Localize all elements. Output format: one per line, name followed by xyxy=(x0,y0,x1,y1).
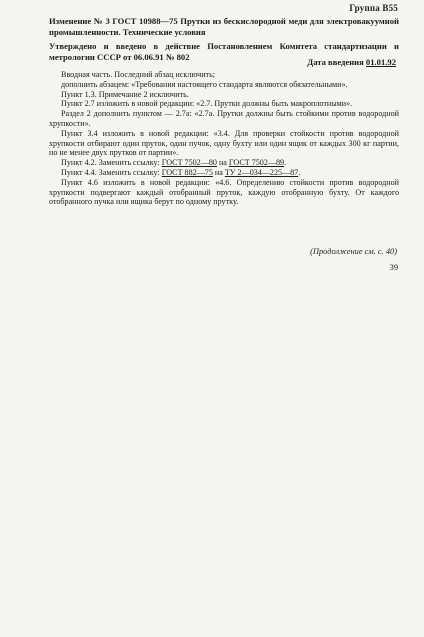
approval-statement: Утверждено и введено в действие Постановлением Комитета стандартизации и метрологии СССР от 06.06.91 № 802 xyxy=(49,41,399,62)
page-number: 39 xyxy=(389,263,398,272)
text-segment: . xyxy=(298,167,301,177)
paragraph-section-2: Раздел 2 дополнить пунктом — 2.7а: «2.7а. Прутки должны быть стойкими против водородной хрупкости». xyxy=(49,109,399,128)
paragraph-item-4-2 xyxy=(49,158,399,168)
old-reference: ГОСТ 7502—80 xyxy=(161,158,217,168)
paragraph-intro: Вводная часть. Последний абзац исключить; xyxy=(61,70,216,79)
text-segment: Пункт 4.4. Заменить ссылку: xyxy=(61,167,162,177)
amendment-title: Изменение № 3 ГОСТ 10988—75 Прутки из бескислородной меди для электровакуумной промышленности. Технические условия xyxy=(49,16,399,37)
text-segment: на xyxy=(216,158,229,168)
introduction-date-label: Дата введения xyxy=(307,57,364,67)
introduction-date xyxy=(307,57,396,67)
text-segment: . xyxy=(284,158,287,168)
new-reference: ГОСТ 7502—89 xyxy=(228,158,285,168)
text-segment: на xyxy=(212,167,225,177)
paragraph-item-3-4: Пункт 3.4 изложить в новой редакции: «3.4. Для проверки стойкости против водородной хрупкости отбирают один пруток, один пучок, одну бухту или один ящик от каждых 300 кг партии, но не менее двух прутков от партии». xyxy=(49,128,399,158)
paragraph-item-4-6: Пункт 4.6 изложить в новой редакции: «4.6. Определению стойкости против водородной хрупкости подвергают каждый отобранный пруток, каждую отобранную бухту. От каждого отобранного пучка или ящика берут по одному прутку. xyxy=(49,177,399,207)
paragraph-add-requirement: дополнить абзацем: «Требования настоящего стандарта являются обязательными». xyxy=(61,79,348,89)
text-segment: Пункт 4.2. Заменить ссылку: xyxy=(61,158,162,168)
paragraph-item-4-4 xyxy=(49,168,399,178)
old-reference: ГОСТ 882—75 xyxy=(161,167,213,177)
amendment-body xyxy=(49,70,399,207)
introduction-date-value: 01.01.92 xyxy=(365,57,396,67)
paragraph-item-2-7: Пункт 2.7 изложить в новой редакции: «2.7. Прутки должны быть макроплотными». xyxy=(61,99,353,109)
new-reference: ТУ 2—034—225—87 xyxy=(224,167,299,177)
paragraph-item-1-3: Пункт 1.3. Примечание 2 исключить. xyxy=(61,89,189,99)
continuation-note: (Продолжение см. с. 40) xyxy=(310,247,397,256)
group-code: Группа В55 xyxy=(349,3,398,13)
